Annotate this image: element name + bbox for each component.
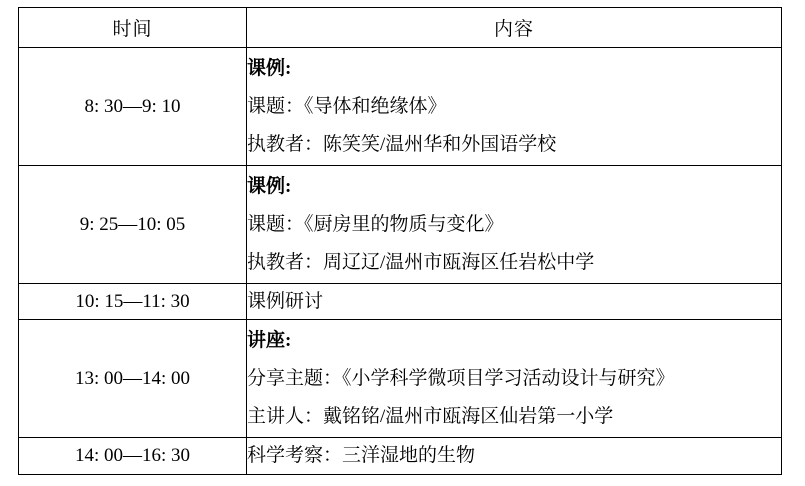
time-cell: 14: 00—16: 30 (19, 438, 247, 475)
schedule-table (18, 7, 782, 475)
header-content: 内容 (247, 8, 782, 48)
session-type-label: 课例: (247, 175, 292, 197)
table-row-lecture (19, 320, 782, 438)
session-type-label: 讲座: (247, 329, 292, 351)
time-cell: 8: 30—9: 10 (19, 48, 247, 166)
content-cell (247, 284, 782, 320)
teacher-info: 执教者：陈笑笑/温州华和外国语学校 (247, 133, 557, 155)
content-cell (247, 438, 782, 475)
table-row-discussion (19, 284, 782, 320)
header-time: 时间 (19, 8, 247, 48)
content-cell (247, 320, 782, 438)
time-cell: 10: 15—11: 30 (19, 284, 247, 320)
table-row-field-trip (19, 438, 782, 475)
lesson-title: 课题：《导体和绝缘体》 (247, 95, 447, 117)
time-cell: 9: 25—10: 05 (19, 166, 247, 284)
table-row-lesson-2 (19, 166, 782, 284)
table-header-row (19, 8, 782, 48)
session-type-label: 课例: (247, 57, 292, 79)
field-trip-label: 科学考察：三洋湿地的生物 (247, 445, 476, 466)
lesson-title: 课题：《厨房里的物质与变化》 (247, 213, 504, 235)
content-cell (247, 48, 782, 166)
content-cell (247, 166, 782, 284)
table-row-lesson-1 (19, 48, 782, 166)
time-cell: 13: 00—14: 00 (19, 320, 247, 438)
speaker-info: 主讲人：戴铭铭/温州市瓯海区仙岩第一小学 (247, 405, 614, 427)
share-topic: 分享主题：《小学科学微项目学习活动设计与研究》 (247, 367, 675, 389)
discussion-label: 课例研讨 (247, 290, 324, 312)
teacher-info: 执教者：周辽辽/温州市瓯海区任岩松中学 (247, 251, 595, 273)
